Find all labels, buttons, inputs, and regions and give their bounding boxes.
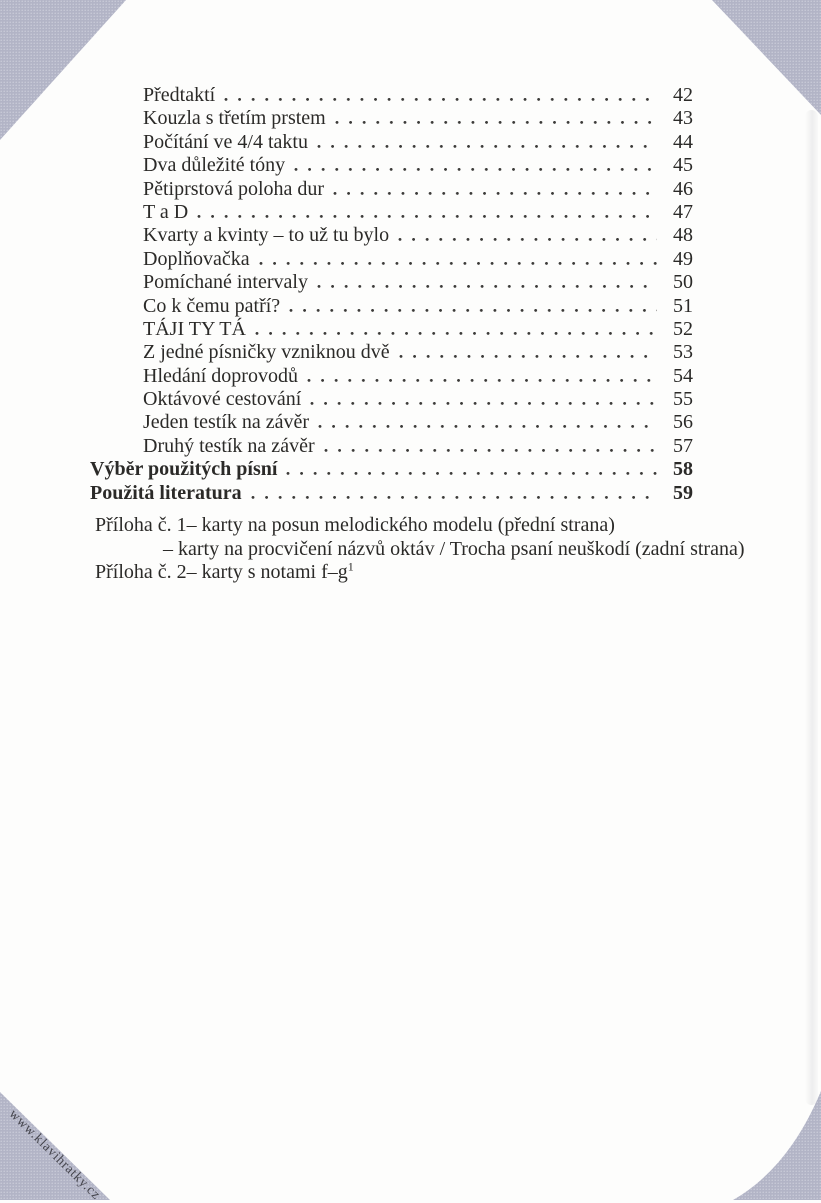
dot-leader bbox=[333, 191, 657, 195]
toc-entry-title: Výběr použitých písní bbox=[90, 458, 278, 481]
appendix-text: – karty na posun melodického modelu (přední strana) bbox=[186, 514, 615, 536]
dot-leader bbox=[197, 214, 657, 218]
dot-leader bbox=[317, 144, 657, 148]
toc-row bbox=[90, 107, 693, 130]
toc-row bbox=[90, 248, 693, 271]
appendix-text-wrap bbox=[163, 538, 745, 562]
toc-entry-page-number: 51 bbox=[673, 294, 693, 317]
toc-row bbox=[90, 365, 693, 388]
toc-row bbox=[90, 224, 693, 247]
toc-row bbox=[90, 201, 693, 224]
toc-row bbox=[90, 271, 693, 294]
toc-row bbox=[90, 435, 693, 458]
toc-entry-page-number: 57 bbox=[673, 434, 693, 457]
toc-entry-page-number: 42 bbox=[673, 84, 693, 106]
toc-entry-title: T a D bbox=[143, 200, 189, 223]
dot-leader bbox=[324, 448, 657, 452]
dot-leader bbox=[398, 237, 657, 241]
appendix-row bbox=[95, 514, 791, 538]
toc-entry-page-number: 47 bbox=[673, 200, 693, 223]
toc-entry-title: TÁJI TY TÁ bbox=[143, 317, 246, 340]
toc-row bbox=[90, 154, 693, 177]
toc-row bbox=[90, 84, 693, 107]
toc-entry-page-number: 53 bbox=[673, 341, 693, 364]
page-edge-shadow bbox=[805, 110, 818, 1105]
toc-entry-page-number: 48 bbox=[673, 224, 693, 247]
dot-leader bbox=[294, 167, 657, 171]
appendix-text-wrap bbox=[187, 561, 354, 585]
toc-entry-page-number: 45 bbox=[673, 154, 693, 177]
toc-row bbox=[90, 178, 693, 201]
toc-entry-page-number: 43 bbox=[673, 107, 693, 130]
appendix-label bbox=[95, 538, 163, 562]
toc-row bbox=[90, 482, 693, 505]
toc-entry-title: Dva důležité tóny bbox=[143, 154, 286, 177]
dot-leader bbox=[399, 354, 657, 358]
toc-entry-title: Použitá literatura bbox=[90, 481, 242, 504]
toc-entry-title: Kvarty a kvinty – to už tu bylo bbox=[143, 224, 390, 247]
appendix-label: Příloha č. 2 bbox=[95, 561, 187, 584]
toc-entry-page-number: 56 bbox=[673, 411, 693, 434]
toc-entry-title: Kouzla s třetím prstem bbox=[143, 107, 326, 130]
dot-leader bbox=[251, 495, 657, 499]
toc-entry-title: Druhý testík na závěr bbox=[143, 434, 315, 457]
toc-entry-title: Pětiprstová poloha dur bbox=[143, 177, 325, 200]
toc-entry-page-number: 55 bbox=[673, 388, 693, 411]
toc-row bbox=[90, 388, 693, 411]
toc-row bbox=[90, 458, 693, 481]
toc-entry-page-number: 44 bbox=[673, 130, 693, 153]
toc-row bbox=[90, 295, 693, 318]
watermark-url: www.klavihratky.cz bbox=[6, 1106, 105, 1203]
dot-leader bbox=[289, 308, 657, 312]
toc-entry-title: Hledání doprovodů bbox=[143, 364, 298, 387]
dot-leader bbox=[318, 424, 657, 428]
toc-entry-title: Doplňovačka bbox=[143, 247, 250, 270]
toc-entry-title: Co k čemu patří? bbox=[143, 294, 281, 317]
appendix-text: – karty s notami f–g bbox=[186, 561, 348, 584]
toc-entry-page-number: 54 bbox=[673, 364, 693, 387]
corner-top-right-triangle bbox=[712, 0, 821, 115]
appendix-superscript: 1 bbox=[347, 559, 354, 574]
toc-entry-page-number: 59 bbox=[673, 481, 693, 504]
toc-row bbox=[90, 318, 693, 341]
corner-bottom-right-curved bbox=[733, 1091, 821, 1200]
toc-entry-title: Pomíchané intervaly bbox=[143, 271, 308, 294]
toc-entry-page-number: 50 bbox=[673, 271, 693, 294]
toc-list bbox=[90, 84, 693, 505]
appendix-text-wrap bbox=[187, 514, 615, 538]
toc-entry-title: Oktávové cestování bbox=[143, 388, 302, 411]
appendix-row bbox=[95, 561, 791, 585]
toc-entry-page-number: 58 bbox=[673, 458, 693, 481]
toc-entry-page-number: 52 bbox=[673, 317, 693, 340]
dot-leader bbox=[307, 378, 657, 382]
toc-row bbox=[90, 411, 693, 434]
toc-entry-page-number: 46 bbox=[673, 177, 693, 200]
toc-entry-title: Jeden testík na závěr bbox=[143, 411, 310, 434]
dot-leader bbox=[255, 331, 657, 335]
toc-entry-title: Předtaktí bbox=[143, 84, 216, 106]
toc-entry-page-number: 49 bbox=[673, 247, 693, 270]
toc-row bbox=[90, 341, 693, 364]
appendix-row bbox=[95, 538, 791, 562]
dot-leader bbox=[310, 401, 657, 405]
dot-leader bbox=[335, 120, 657, 124]
toc-entry-title: Počítání ve 4/4 taktu bbox=[143, 130, 308, 153]
appendix-label: Příloha č. 1 bbox=[95, 514, 187, 536]
toc-row bbox=[90, 131, 693, 154]
dot-leader bbox=[317, 284, 657, 288]
dot-leader bbox=[286, 471, 657, 475]
dot-leader bbox=[259, 261, 657, 265]
toc-entry-title: Z jedné písničky vzniknou dvě bbox=[143, 341, 390, 364]
dot-leader bbox=[224, 97, 657, 101]
appendix-list bbox=[95, 514, 791, 585]
appendix-text: – karty na procvičení názvů oktáv / Trocha psaní neuškodí (zadní strana) bbox=[163, 537, 745, 560]
